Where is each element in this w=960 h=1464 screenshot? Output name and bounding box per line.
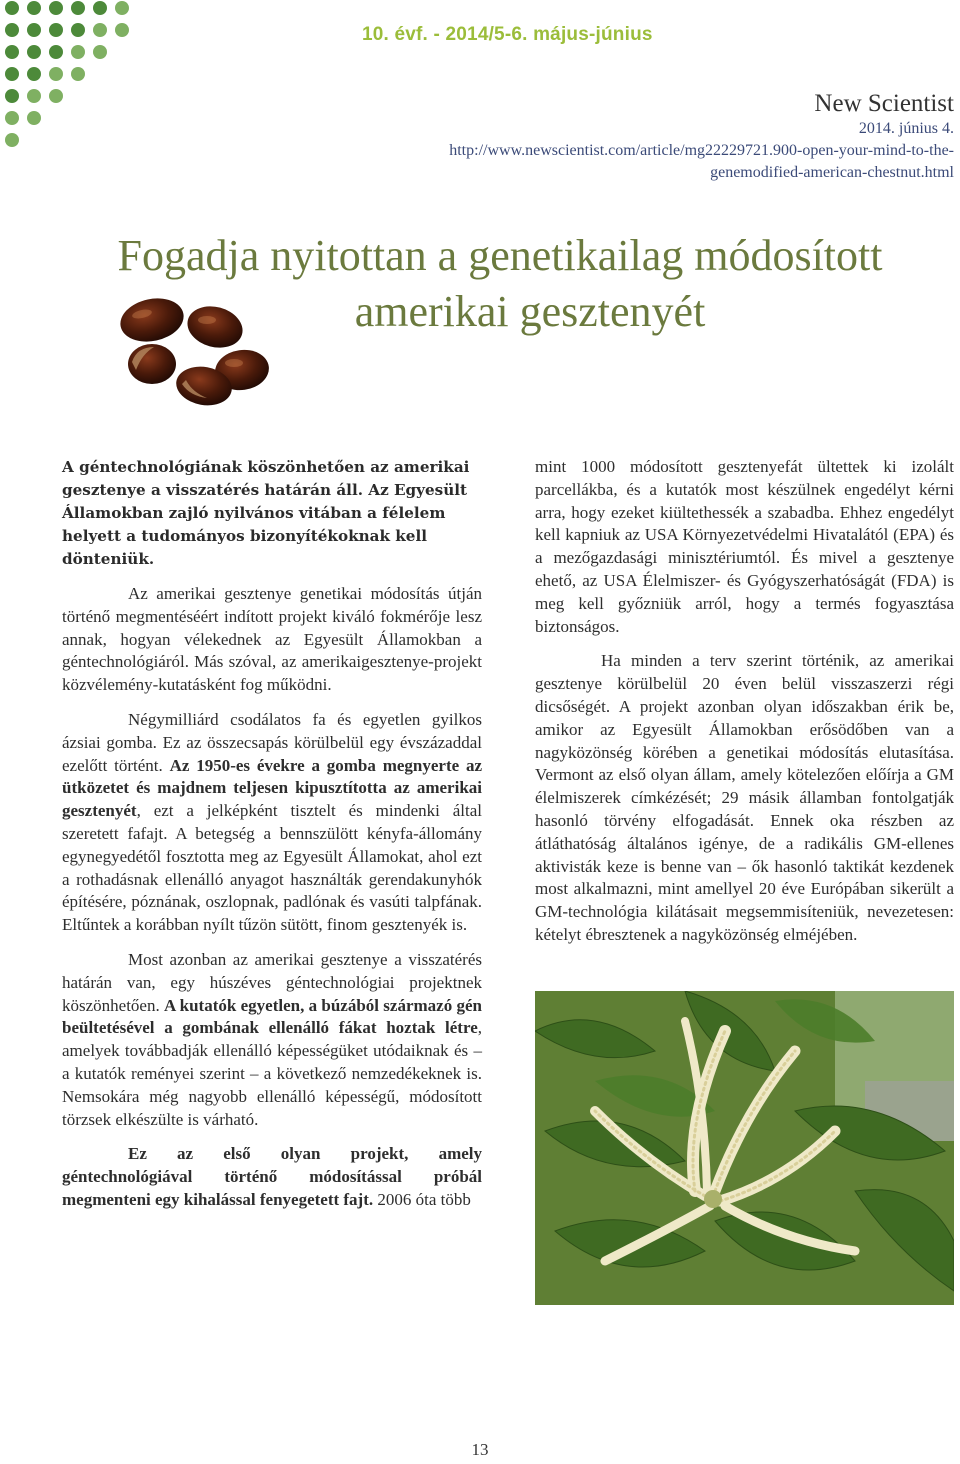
issue-label: 10. évf. - 2014/5-6. május-június (362, 24, 653, 45)
decorative-dot (27, 67, 41, 81)
paragraph-4-bold: Ez az első olyan projekt, amely géntechnológiával történő módosítással próbál megmenteni egy kihalással fenyegetett fajt. (62, 1144, 482, 1209)
paragraph-3 (62, 949, 482, 1131)
source-url-line2[interactable]: genemodified-american-chestnut.html (710, 164, 954, 181)
source-date: 2014. június 4. (858, 120, 954, 137)
decorative-dot (71, 67, 85, 81)
decorative-dot (27, 1, 41, 15)
decorative-dot (5, 67, 19, 81)
chestnuts-image (112, 292, 312, 412)
decorative-dot (71, 1, 85, 15)
decorative-dot (5, 89, 19, 103)
source-name: New Scientist (814, 90, 954, 117)
chestnut-blossom-photo (535, 991, 954, 1305)
paragraph-1: Az amerikai gesztenye genetikai módosítás útján történő megmentéséért indított projekt kiváló fokmérője lesz annak, hogyan vélekednek az Egyesült Államokban a géntechnológiáról. Más szóval, az amerikaigesztenye-projekt közvélemény-kutatásként fog működni. (62, 584, 482, 695)
decorative-dot (27, 23, 41, 37)
decorative-dot (5, 23, 19, 37)
decorative-dot (27, 111, 41, 125)
right-column (535, 456, 954, 947)
source-block (449, 90, 954, 184)
paragraph-3-bold: A kutatók egyetlen, a búzából származó gén beültetésével a gombának ellenálló fákat hoztak létre (62, 995, 482, 1038)
paragraph-2-a: Négymilliárd csodálatos fa és egyetlen gyilkos ázsiai gomba. Ez az összecsapás körülbelül egy évszázaddal ezelőtt történt. (62, 709, 482, 775)
chestnut-1 (116, 293, 187, 347)
article-title-line2: amerikai gesztenyét (354, 287, 706, 336)
source-url[interactable] (449, 140, 954, 184)
decorative-dot (27, 45, 41, 59)
decorative-dot (93, 45, 107, 59)
decorative-dot (5, 1, 19, 15)
paragraph-3-c: , amelyek továbbadják ellenálló képességüket utódaiknak és – a kutatók reményei szerint – a következő nemzedékeknek is. Nemsokára még nagyobb ellenálló képességű, módosított törzsek elkészülte is várható. (62, 1018, 482, 1129)
decorative-dot (49, 67, 63, 81)
article-title-line1: Fogadja nyitottan a genetikailag módosított (117, 231, 883, 280)
paragraph-2-bold: Az 1950-es évekre a gomba megnyerte az ütközetet és majdnem teljesen kipusztította az amerikai gesztenyét (62, 755, 483, 821)
paragraph-4-b: 2006 óta több (373, 1189, 471, 1209)
decorative-dot (27, 89, 41, 103)
decorative-dot (93, 23, 107, 37)
chestnut-3 (128, 344, 176, 384)
page-number: 13 (471, 1440, 489, 1459)
paragraph-6: Ha minden a terv szerint történik, az amerikai gesztenye körülbelül 20 éven belül visszaszerzi régi dicsőségét. A projekt azonban olyan időszakban érik be, amikor az Egyesült Államokban erősödőben van a nagyközönség körében a genetikai módosítás elutasítása. Vermont az első olyan állam, amely kötelezően előírja a GM élelmiszerek címkézését; 29 másik államban fontolgatják hasonló törvény elfogadását. Ennek oka részben az átláthatóság általános igénye, de a radikális GM-ellenes aktivisták keze is benne van – ők hasonló taktikát kezdenek most alkalmazni, mint amellyel 20 éve Európában sikerült a GM-technológia kilátásait megsemmisíteniük, nevezetesen: kételyt ébresztenek a nagyközönség elméjében. (535, 651, 954, 944)
chestnut-2 (183, 300, 247, 353)
paragraph-4 (62, 1143, 482, 1211)
source-url-line1[interactable]: http://www.newscientist.com/article/mg22229721.900-open-your-mind-to-the- (449, 142, 954, 159)
decorative-dot (93, 1, 107, 15)
decorative-dot (71, 23, 85, 37)
decorative-dot (5, 45, 19, 59)
paragraph-5: mint 1000 módosított gesztenyefát ültettek ki izolált parcellákba, és a kutatók most készülnek engedélyt kérni arra, hogy ezeket kiültethessék a szabadba. Ehhez engedélyt kell kapniuk az USA Környezetvédelmi Hivatalától (EPA) és a mezőgazdasági minisztériumtól. És mivel a gesztenye ehető, az USA Élelmiszer- és Gyógyszerhatóságát (FDA) is meg kell győzniük arról, hogy a termés fogyasztása biztonságos. (535, 457, 954, 636)
decorative-dot (49, 89, 63, 103)
decorative-dot (49, 23, 63, 37)
decorative-dot (115, 1, 129, 15)
decorative-dot (115, 23, 129, 37)
decorative-dot (71, 45, 85, 59)
left-column (62, 456, 482, 1212)
decorative-dot (49, 1, 63, 15)
decorative-dot (5, 111, 19, 125)
paragraph-3-a: Most azonban az amerikai gesztenye a visszatérés határán van, egy húszéves géntechnológiai projektnek köszönhetően. (62, 949, 482, 1015)
decorative-dot (5, 133, 19, 147)
article-lead: A géntechnológiának köszönhetően az amerikai gesztenye a visszatérés határán áll. Az Egyesült Államokban zajló nyilvános vitában a félelem helyett a tudományos bizonyítékoknak kell dönteniük. (62, 458, 470, 568)
decorative-dots (0, 0, 140, 160)
paragraph-2 (62, 709, 482, 937)
paragraph-2-c: , ezt a jelképként tisztelt és mindenki által szeretett fafajt. A betegség a bennszülött kényfa-állomány egynegyedétől fosztotta meg az Egyesült Államokat, ahol ezt a rothadásnak ellenálló anyagot használták gerendakunyhók építésére, póznának, oszlopnak, padlónak és vasúti talpfának. Eltűntek a korábban nyílt tűzön sütött, finom gesztenyék is. (62, 801, 482, 935)
decorative-dot (49, 45, 63, 59)
